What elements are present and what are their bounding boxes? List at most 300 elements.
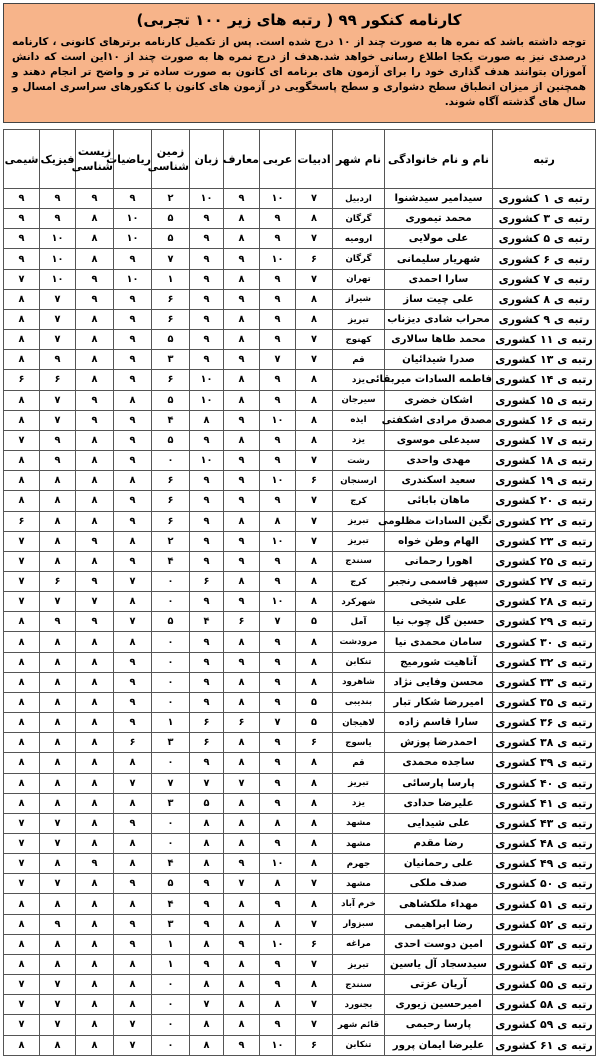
cell-full-name: آریان عزتی [385,975,493,995]
cell-geology: ۰ [152,571,190,591]
cell-rank: رتبه ی ۲۸ کشوری [493,592,596,612]
cell-math: ۹ [114,289,152,309]
table-row [4,632,596,652]
cell-arabic: ۸ [260,874,296,894]
table-header-row [4,130,596,189]
cell-full-name: سیدسجاد آل یاسین [385,954,493,974]
cell-english: ۹ [190,269,224,289]
cell-english: ۴ [190,612,224,632]
cell-math: ۹ [114,874,152,894]
cell-rank: رتبه ی ۲۷ کشوری [493,571,596,591]
cell-literature: ۸ [296,753,333,773]
cell-physics: ۷ [40,813,76,833]
cell-biology: ۸ [76,954,114,974]
cell-religion: ۸ [224,209,260,229]
cell-english: ۱۰ [190,390,224,410]
cell-literature: ۶ [296,1035,333,1055]
cell-religion: ۸ [224,894,260,914]
cell-chemistry: ۸ [4,934,40,954]
cell-full-name: اشکان خضری [385,390,493,410]
cell-full-name: محمد تیموری [385,209,493,229]
cell-math: ۹ [114,370,152,390]
cell-geology: ۰ [152,592,190,612]
cell-rank: رتبه ی ۳۰ کشوری [493,632,596,652]
cell-religion: ۹ [224,471,260,491]
cell-rank: رتبه ی ۵۹ کشوری [493,1015,596,1035]
cell-religion: ۸ [224,309,260,329]
table-row [4,975,596,995]
cell-math: ۸ [114,995,152,1015]
column-header-math: ریاضیات [114,130,152,189]
cell-math: ۹ [114,914,152,934]
cell-literature: ۸ [296,854,333,874]
cell-biology: ۸ [76,753,114,773]
cell-city: یزد [333,370,385,390]
table-row [4,733,596,753]
cell-rank: رتبه ی ۱۶ کشوری [493,410,596,430]
cell-full-name: علی مولایی [385,229,493,249]
cell-biology: ۸ [76,692,114,712]
cell-full-name: سعید اسکندری [385,471,493,491]
cell-city: ایذه [333,410,385,430]
cell-city: ارسنجان [333,471,385,491]
cell-physics: ۹ [40,209,76,229]
cell-arabic: ۹ [260,269,296,289]
cell-religion: ۸ [224,632,260,652]
cell-physics: ۸ [40,894,76,914]
table-row [4,350,596,370]
cell-arabic: ۹ [260,975,296,995]
table-row [4,753,596,773]
cell-physics: ۸ [40,471,76,491]
cell-math: ۹ [114,309,152,329]
cell-full-name: مصدق مرادی اشکفتی [385,410,493,430]
cell-english: ۹ [190,632,224,652]
cell-religion: ۸ [224,995,260,1015]
cell-rank: رتبه ی ۵۸ کشوری [493,995,596,1015]
table-row [4,854,596,874]
table-row [4,370,596,390]
cell-math: ۸ [114,894,152,914]
cell-physics: ۸ [40,753,76,773]
cell-full-name: سارا قاسم زاده [385,713,493,733]
cell-literature: ۶ [296,733,333,753]
cell-english: ۸ [190,975,224,995]
table-row [4,430,596,450]
cell-chemistry: ۷ [4,1015,40,1035]
cell-city: اردبیل [333,189,385,209]
table-body [4,189,596,1056]
cell-physics: ۸ [40,854,76,874]
cell-arabic: ۹ [260,289,296,309]
cell-biology: ۸ [76,834,114,854]
cell-geology: ۱ [152,713,190,733]
table-row [4,189,596,209]
cell-full-name: محسن وفایی نژاد [385,672,493,692]
cell-chemistry: ۸ [4,713,40,733]
cell-english: ۹ [190,692,224,712]
cell-literature: ۷ [296,995,333,1015]
cell-religion: ۹ [224,1035,260,1055]
cell-literature: ۸ [296,813,333,833]
table-row [4,652,596,672]
cell-rank: رتبه ی ۸ کشوری [493,289,596,309]
cell-physics: ۸ [40,632,76,652]
cell-city: قائم شهر [333,1015,385,1035]
cell-english: ۹ [190,652,224,672]
cell-chemistry: ۷ [4,551,40,571]
cell-arabic: ۱۰ [260,189,296,209]
cell-biology: ۸ [76,793,114,813]
cell-math: ۸ [114,753,152,773]
cell-city: شهرکرد [333,592,385,612]
cell-rank: رتبه ی ۱۴ کشوری [493,370,596,390]
cell-rank: رتبه ی ۵ کشوری [493,229,596,249]
cell-full-name: صدرا شیدائیان [385,350,493,370]
cell-english: ۸ [190,1015,224,1035]
column-header-geology: زمین شناسی [152,130,190,189]
cell-english: ۹ [190,914,224,934]
cell-full-name: امین دوست احدی [385,934,493,954]
cell-geology: ۳ [152,733,190,753]
cell-religion: ۸ [224,370,260,390]
cell-math: ۸ [114,531,152,551]
cell-literature: ۸ [296,793,333,813]
cell-chemistry: ۸ [4,410,40,430]
cell-math: ۸ [114,793,152,813]
cell-geology: ۴ [152,551,190,571]
cell-chemistry: ۸ [4,692,40,712]
report-header [3,3,595,123]
cell-literature: ۸ [296,370,333,390]
cell-physics: ۸ [40,692,76,712]
cell-english: ۹ [190,491,224,511]
cell-religion: ۸ [224,692,260,712]
cell-english: ۶ [190,733,224,753]
cell-english: ۷ [190,995,224,1015]
cell-geology: ۶ [152,511,190,531]
cell-english: ۹ [190,592,224,612]
cell-rank: رتبه ی ۲۰ کشوری [493,491,596,511]
cell-chemistry: ۷ [4,854,40,874]
cell-city: تهران [333,269,385,289]
table-row [4,1015,596,1035]
cell-religion: ۸ [224,269,260,289]
cell-city: بندیبی [333,692,385,712]
cell-physics: ۷ [40,289,76,309]
cell-religion: ۸ [224,834,260,854]
cell-geology: ۵ [152,430,190,450]
cell-arabic: ۹ [260,692,296,712]
cell-city: سنندج [333,975,385,995]
cell-religion: ۸ [224,813,260,833]
cell-geology: ۰ [152,813,190,833]
cell-chemistry: ۸ [4,612,40,632]
cell-english: ۱۰ [190,370,224,390]
cell-religion: ۸ [224,672,260,692]
cell-full-name: امیررضا شکار تبار [385,692,493,712]
cell-religion: ۹ [224,934,260,954]
cell-rank: رتبه ی ۱۵ کشوری [493,390,596,410]
cell-full-name: محمد طاها سالاری [385,330,493,350]
cell-biology: ۸ [76,914,114,934]
cell-literature: ۸ [296,571,333,591]
cell-rank: رتبه ی ۶ کشوری [493,249,596,269]
cell-religion: ۸ [224,914,260,934]
cell-physics: ۸ [40,773,76,793]
cell-city: مرودشت [333,632,385,652]
cell-biology: ۹ [76,854,114,874]
cell-chemistry: ۸ [4,289,40,309]
cell-religion: ۸ [224,330,260,350]
cell-literature: ۷ [296,874,333,894]
cell-biology: ۸ [76,934,114,954]
cell-math: ۷ [114,1035,152,1055]
cell-chemistry: ۷ [4,592,40,612]
cell-arabic: ۹ [260,309,296,329]
cell-literature: ۸ [296,390,333,410]
cell-geology: ۱ [152,934,190,954]
cell-religion: ۹ [224,531,260,551]
cell-english: ۶ [190,713,224,733]
cell-math: ۶ [114,733,152,753]
cell-chemistry: ۸ [4,733,40,753]
cell-physics: ۷ [40,592,76,612]
cell-physics: ۸ [40,491,76,511]
cell-literature: ۸ [296,652,333,672]
cell-full-name: الهام وطن خواه [385,531,493,551]
cell-chemistry: ۸ [4,753,40,773]
cell-religion: ۸ [224,954,260,974]
cell-religion: ۹ [224,491,260,511]
cell-rank: رتبه ی ۵۳ کشوری [493,934,596,954]
cell-religion: ۸ [224,975,260,995]
cell-literature: ۵ [296,692,333,712]
cell-chemistry: ۸ [4,309,40,329]
cell-full-name: فاطمه السادات میربقائی [385,370,493,390]
cell-arabic: ۸ [260,813,296,833]
cell-biology: ۹ [76,289,114,309]
cell-biology: ۸ [76,894,114,914]
cell-city: جهرم [333,854,385,874]
cell-religion: ۸ [224,390,260,410]
cell-english: ۹ [190,249,224,269]
cell-full-name: پارسا پارسائی [385,773,493,793]
cell-physics: ۸ [40,793,76,813]
cell-city: کرج [333,491,385,511]
table-row [4,249,596,269]
cell-arabic: ۹ [260,491,296,511]
cell-literature: ۸ [296,309,333,329]
cell-arabic: ۱۰ [260,249,296,269]
cell-literature: ۸ [296,551,333,571]
cell-biology: ۸ [76,430,114,450]
cell-biology: ۸ [76,995,114,1015]
cell-biology: ۸ [76,511,114,531]
cell-math: ۹ [114,511,152,531]
table-row [4,954,596,974]
cell-city: سیرجان [333,390,385,410]
cell-biology: ۹ [76,531,114,551]
table-row [4,692,596,712]
cell-arabic: ۷ [260,350,296,370]
cell-full-name: علی چیت ساز [385,289,493,309]
cell-arabic: ۱۰ [260,592,296,612]
cell-rank: رتبه ی ۲۵ کشوری [493,551,596,571]
table-row [4,612,596,632]
cell-religion: ۹ [224,551,260,571]
cell-arabic: ۱۰ [260,934,296,954]
cell-rank: رتبه ی ۱۷ کشوری [493,430,596,450]
cell-literature: ۷ [296,350,333,370]
cell-english: ۹ [190,753,224,773]
cell-arabic: ۱۰ [260,854,296,874]
cell-english: ۸ [190,410,224,430]
cell-biology: ۸ [76,874,114,894]
cell-math: ۹ [114,189,152,209]
cell-biology: ۸ [76,713,114,733]
cell-city: آمل [333,612,385,632]
cell-arabic: ۱۰ [260,1035,296,1055]
cell-physics: ۹ [40,189,76,209]
cell-literature: ۶ [296,471,333,491]
cell-arabic: ۹ [260,652,296,672]
cell-city: کرج [333,571,385,591]
cell-rank: رتبه ی ۱ کشوری [493,189,596,209]
cell-biology: ۹ [76,571,114,591]
cell-physics: ۸ [40,531,76,551]
cell-biology: ۸ [76,229,114,249]
cell-geology: ۶ [152,471,190,491]
table-row [4,934,596,954]
cell-english: ۹ [190,954,224,974]
table-row [4,209,596,229]
cell-religion: ۶ [224,612,260,632]
cell-geology: ۰ [152,451,190,471]
cell-arabic: ۹ [260,571,296,591]
cell-literature: ۸ [296,592,333,612]
cell-english: ۹ [190,531,224,551]
cell-chemistry: ۶ [4,370,40,390]
cell-arabic: ۹ [260,672,296,692]
cell-english: ۹ [190,874,224,894]
table-row [4,269,596,289]
cell-english: ۹ [190,672,224,692]
column-header-rank: رتبه [493,130,596,189]
cell-physics: ۱۰ [40,249,76,269]
cell-biology: ۹ [76,390,114,410]
cell-arabic: ۹ [260,753,296,773]
cell-english: ۹ [190,471,224,491]
cell-full-name: حسین گل چوب نیا [385,612,493,632]
cell-math: ۸ [114,632,152,652]
cell-arabic: ۹ [260,451,296,471]
cell-chemistry: ۸ [4,1035,40,1055]
cell-rank: رتبه ی ۲۹ کشوری [493,612,596,632]
cell-math: ۹ [114,813,152,833]
cell-biology: ۸ [76,551,114,571]
cell-physics: ۸ [40,954,76,974]
cell-full-name: محراب شادی دیزناب [385,309,493,329]
cell-city: سبزوار [333,914,385,934]
cell-city: قم [333,753,385,773]
cell-math: ۹ [114,350,152,370]
cell-biology: ۸ [76,733,114,753]
cell-english: ۹ [190,511,224,531]
cell-city: تبریز [333,511,385,531]
cell-literature: ۸ [296,632,333,652]
cell-math: ۹ [114,249,152,269]
cell-english: ۱۰ [190,451,224,471]
cell-biology: ۹ [76,612,114,632]
cell-chemistry: ۸ [4,954,40,974]
cell-literature: ۷ [296,451,333,471]
cell-math: ۱۰ [114,209,152,229]
cell-physics: ۹ [40,612,76,632]
cell-city: یاسوج [333,733,385,753]
cell-city: تبریز [333,531,385,551]
cell-religion: ۹ [224,289,260,309]
cell-religion: ۹ [224,410,260,430]
table-row [4,592,596,612]
results-table-wrapper [3,129,595,1056]
cell-geology: ۶ [152,289,190,309]
cell-literature: ۷ [296,914,333,934]
cell-geology: ۰ [152,753,190,773]
cell-full-name: اهورا رحمانی [385,551,493,571]
cell-rank: رتبه ی ۱۹ کشوری [493,471,596,491]
cell-math: ۹ [114,330,152,350]
table-row [4,874,596,894]
column-header-city: نام شهر [333,130,385,189]
cell-biology: ۸ [76,773,114,793]
table-row [4,390,596,410]
cell-rank: رتبه ی ۶۱ کشوری [493,1035,596,1055]
cell-geology: ۷ [152,773,190,793]
cell-math: ۱۰ [114,229,152,249]
cell-religion: ۸ [224,229,260,249]
cell-biology: ۸ [76,451,114,471]
cell-rank: رتبه ی ۴۸ کشوری [493,834,596,854]
cell-rank: رتبه ی ۵۵ کشوری [493,975,596,995]
cell-physics: ۸ [40,733,76,753]
cell-chemistry: ۷ [4,269,40,289]
cell-geology: ۰ [152,995,190,1015]
cell-math: ۹ [114,451,152,471]
cell-english: ۶ [190,571,224,591]
cell-biology: ۸ [76,370,114,390]
cell-geology: ۰ [152,1035,190,1055]
cell-literature: ۸ [296,430,333,450]
table-row [4,451,596,471]
cell-rank: رتبه ی ۹ کشوری [493,309,596,329]
column-header-religion: معارف [224,130,260,189]
cell-chemistry: ۹ [4,249,40,269]
cell-math: ۹ [114,551,152,571]
cell-literature: ۸ [296,289,333,309]
results-table [3,129,596,1056]
cell-math: ۸ [114,471,152,491]
cell-physics: ۸ [40,713,76,733]
cell-city: شیراز [333,289,385,309]
cell-geology: ۰ [152,632,190,652]
cell-religion: ۹ [224,350,260,370]
cell-english: ۹ [190,350,224,370]
cell-literature: ۷ [296,189,333,209]
cell-literature: ۷ [296,511,333,531]
cell-arabic: ۸ [260,511,296,531]
cell-geology: ۴ [152,894,190,914]
